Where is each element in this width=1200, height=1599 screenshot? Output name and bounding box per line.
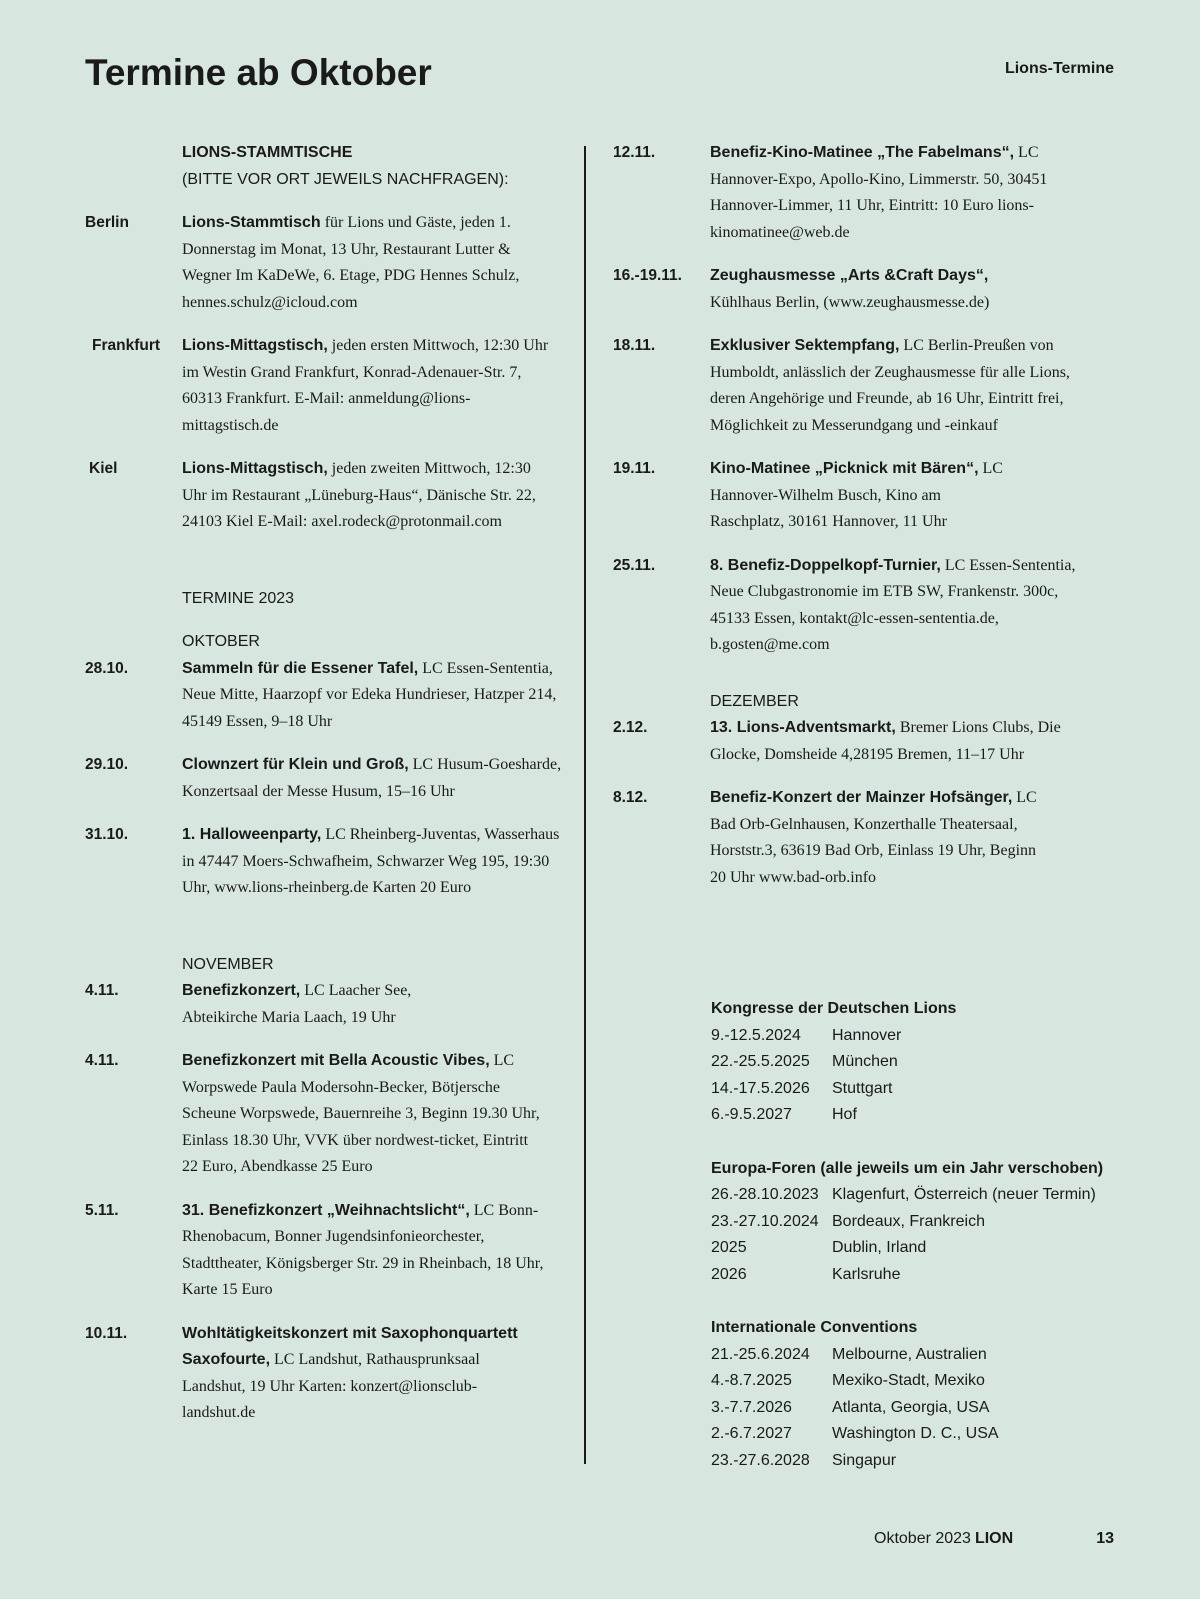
congress-place: Karlsruhe bbox=[832, 1265, 901, 1283]
event-title: Zeughausmesse „Arts &Craft Days“, bbox=[710, 267, 989, 284]
congress-row bbox=[711, 1182, 1151, 1209]
congress-place: Bordeaux, Frankreich bbox=[832, 1212, 985, 1230]
congress-date: 23.-27.10.2024 bbox=[711, 1212, 819, 1230]
congress-group-title: Internationale Conventions bbox=[711, 1319, 918, 1336]
congress-date: 14.-17.5.2026 bbox=[711, 1079, 810, 1097]
magazine-name: LION bbox=[974, 1530, 1014, 1547]
congress-row bbox=[711, 1448, 1151, 1475]
congress-date: 22.-25.5.2025 bbox=[711, 1053, 810, 1070]
entry-title: Lions-Stammtisch bbox=[182, 214, 321, 231]
event-title: Benefizkonzert, bbox=[182, 982, 301, 999]
event-title: Exklusiver Sektempfang, bbox=[710, 337, 900, 354]
footer-issue bbox=[874, 1530, 1013, 1548]
congress-group bbox=[711, 1156, 1151, 1289]
page-title: Termine ab Oktober bbox=[85, 52, 432, 93]
event-title: 31. Benefizkonzert „Weihnachtslicht“, bbox=[182, 1201, 470, 1219]
congress-date: 2026 bbox=[711, 1265, 747, 1283]
event-entry bbox=[85, 1198, 575, 1304]
congress-row bbox=[711, 1262, 1151, 1289]
congress-date: 2025 bbox=[711, 1239, 747, 1256]
event-date: 28.10. bbox=[85, 659, 129, 677]
entry-details: jeden ersten Mittwoch, 12:30 Uhr im Westin Grand Frankfurt, Konrad-Adenauer-Str. 7, 60313 Frankfurt. E-Mail: anmeldung@lions-mittagstisch.de bbox=[182, 337, 549, 434]
event-date: 29.10. bbox=[85, 756, 129, 773]
stammtische-subheading: (BITTE VOR ORT JEWEILS NACHFRAGEN): bbox=[182, 170, 509, 188]
event-entry bbox=[613, 263, 1133, 316]
event-entry bbox=[613, 333, 1133, 439]
event-entry bbox=[85, 1048, 575, 1181]
event-date: 2.12. bbox=[613, 719, 648, 736]
event-title: Sammeln für die Essener Tafel, bbox=[182, 659, 419, 677]
congress-row bbox=[711, 1049, 1151, 1076]
congress-date: 21.-25.6.2024 bbox=[711, 1345, 810, 1363]
event-title: Benefiz-Kino-Matinee „The Fabelmans“, bbox=[710, 144, 1015, 161]
event-details: LC Rheinberg-Juventas, Wasserhaus in 47447 Moers-Schwafheim, Schwarzer Weg 195, 19:30 Uhr, www.lions-rheinberg.de Karten 20 Euro bbox=[182, 826, 560, 896]
event-title: 13. Lions-Adventsmarkt, bbox=[710, 719, 896, 736]
event-title: Clownzert für Klein und Groß, bbox=[182, 756, 409, 773]
event-title: 1. Halloweenparty, bbox=[182, 826, 322, 843]
event-details: LC Bonn-Rhenobacum, Bonner Jugendsinfonieorchester, Stadttheater, Königsberger Str. 29 in Rheinbach, 18 Uhr, Karte 15 Euro bbox=[182, 1201, 544, 1298]
congress-place: Klagenfurt, Österreich (neuer Termin) bbox=[832, 1186, 1096, 1203]
entry-details: jeden zweiten Mittwoch, 12:30 Uhr im Restaurant „Lüneburg-Haus“, Dänische Str. 22, 24103 Kiel E-Mail: axel.rodeck@protonmail.com bbox=[182, 460, 536, 530]
congress-place: Hannover bbox=[832, 1026, 902, 1044]
event-title: 8. Benefiz-Doppelkopf-Turnier, bbox=[710, 556, 941, 574]
congress-row bbox=[711, 1342, 1151, 1369]
issue-date: Oktober 2023 bbox=[874, 1530, 971, 1547]
left-column bbox=[85, 140, 575, 1427]
congress-row bbox=[711, 1395, 1151, 1422]
congress-date: 4.-8.7.2025 bbox=[711, 1372, 792, 1389]
event-details: LC Bad Orb-Gelnhausen, Konzerthalle Theatersaal, Horststr.3, 63619 Bad Orb, Einlass 19 Uhr, Beginn 20 Uhr www.bad-orb.info bbox=[710, 789, 1037, 886]
congress-date: 6.-9.5.2027 bbox=[711, 1106, 792, 1123]
event-details: LC Landshut, Rathausprunksaal Landshut, 19 Uhr Karten: konzert@lionsclub-landshut.de bbox=[182, 1351, 480, 1421]
event-entry bbox=[613, 456, 1133, 536]
congress-place: Dublin, Irland bbox=[832, 1239, 927, 1256]
congress-place: Stuttgart bbox=[832, 1079, 893, 1097]
congress-group bbox=[711, 1315, 1151, 1474]
congress-place: Melbourne, Australien bbox=[832, 1345, 987, 1363]
congress-row bbox=[711, 1023, 1151, 1050]
congress-row bbox=[711, 1368, 1151, 1395]
congress-group-title: Kongresse der Deutschen Lions bbox=[711, 1000, 957, 1017]
entry-title: Lions-Mittagstisch, bbox=[182, 460, 328, 477]
section-label: Lions-Termine bbox=[1004, 60, 1114, 77]
event-details: LC Husum-Goesharde, Konzertsaal der Messe Husum, 15–16 Uhr bbox=[182, 756, 562, 800]
congress-place: Washington D. C., USA bbox=[832, 1425, 999, 1442]
event-details: LC Hannover-Wilhelm Busch, Kino am Raschplatz, 30161 Hannover, 11 Uhr bbox=[710, 460, 1003, 530]
event-date: 8.12. bbox=[613, 789, 648, 806]
right-column bbox=[613, 140, 1133, 891]
stammtische-heading: LIONS-STAMMTISCHE bbox=[182, 144, 353, 161]
congress-date: 2.-6.7.2027 bbox=[711, 1425, 792, 1442]
congress-date: 26.-28.10.2023 bbox=[711, 1186, 819, 1203]
event-entry bbox=[85, 752, 575, 805]
page-number: 13 bbox=[1096, 1530, 1114, 1547]
termine-heading: TERMINE 2023 bbox=[182, 589, 295, 607]
event-date: 19.11. bbox=[613, 460, 656, 477]
event-title: Benefiz-Konzert der Mainzer Hofsänger, bbox=[710, 789, 1013, 806]
event-title: Benefizkonzert mit Bella Acoustic Vibes, bbox=[182, 1052, 490, 1069]
event-details: LC Worpswede Paula Modersohn-Becker, Bötjersche Scheune Worpswede, Bauernreihe 3, Beginn 19.30 Uhr, Einlass 18.30 Uhr, VVK über nordwest-ticket, Eintritt 22 Euro, Abendkasse 25 Euro bbox=[182, 1052, 540, 1175]
stammtisch-entry bbox=[85, 456, 575, 536]
stammtisch-entry bbox=[85, 210, 575, 316]
congress-group-title: Europa-Foren (alle jeweils um ein Jahr verschoben) bbox=[711, 1159, 1104, 1177]
event-entry bbox=[613, 715, 1133, 768]
event-details: Bremer Lions Clubs, Die Glocke, Domsheide 4,28195 Bremen, 11–17 Uhr bbox=[710, 719, 1061, 763]
month-heading-dezember: DEZEMBER bbox=[710, 692, 799, 710]
event-details: LC Hannover-Expo, Apollo-Kino, Limmerstr. 50, 30451 Hannover-Limmer, 11 Uhr, Eintritt: 10 Euro lions-kinomatinee@web.de bbox=[710, 144, 1048, 241]
congress-row bbox=[711, 1235, 1151, 1262]
event-details: LC Berlin-Preußen von Humboldt, anlässlich der Zeughausmesse für alle Lions, deren Angehörige und Freunde, ab 16 Uhr, Eintritt frei, Möglichkeit zu Messerundgang und -einkauf bbox=[710, 337, 1070, 434]
event-details: LC Essen-Sententia, Neue Mitte, Haarzopf vor Edeka Hundrieser, Hatzper 214, 45149 Essen, 9–18 Uhr bbox=[182, 659, 557, 730]
congress-row bbox=[711, 1209, 1151, 1236]
congress-place: Atlanta, Georgia, USA bbox=[832, 1398, 990, 1416]
event-entry bbox=[613, 553, 1133, 659]
event-entry bbox=[85, 822, 575, 902]
event-title: Wohltätigkeitskonzert mit Saxophonquartett Saxofourte, bbox=[182, 1324, 518, 1368]
entry-title: Lions-Mittagstisch, bbox=[182, 337, 328, 354]
congress-date: 23.-27.6.2028 bbox=[711, 1451, 810, 1469]
event-date: 4.11. bbox=[85, 1052, 119, 1069]
event-details: LC Essen-Sententia, Neue Clubgastronomie im ETB SW, Frankenstr. 300c, 45133 Essen, kontakt@lc-essen-sententia.de, b.gosten@me.com bbox=[710, 556, 1076, 653]
event-entry bbox=[613, 140, 1133, 246]
congress-date: 9.-12.5.2024 bbox=[711, 1026, 801, 1044]
event-title: Kino-Matinee „Picknick mit Bären“, bbox=[710, 460, 979, 477]
congress-group bbox=[711, 996, 1151, 1129]
event-date: 4.11. bbox=[85, 982, 119, 999]
event-entry bbox=[85, 1321, 575, 1427]
entry-city: Berlin bbox=[85, 214, 129, 231]
column-divider bbox=[584, 146, 586, 1464]
congress-place: Hof bbox=[832, 1106, 857, 1123]
congress-row bbox=[711, 1421, 1151, 1448]
event-date: 10.11. bbox=[85, 1324, 128, 1342]
congress-place: Singapur bbox=[832, 1451, 897, 1469]
congress-place: München bbox=[832, 1053, 898, 1070]
stammtisch-entry bbox=[85, 333, 575, 439]
event-details: LC Laacher See, Abteikirche Maria Laach, 19 Uhr bbox=[182, 982, 412, 1026]
congress-row bbox=[711, 1076, 1151, 1103]
congress-row bbox=[711, 1102, 1151, 1129]
entry-city: Kiel bbox=[89, 460, 118, 477]
event-date: 25.11. bbox=[613, 556, 656, 574]
congress-date: 3.-7.7.2026 bbox=[711, 1398, 792, 1416]
entry-city: Frankfurt bbox=[92, 337, 161, 354]
event-date: 16.-19.11. bbox=[613, 267, 682, 284]
event-entry bbox=[85, 978, 575, 1031]
event-entry bbox=[85, 656, 575, 736]
event-date: 5.11. bbox=[85, 1201, 119, 1219]
event-date: 12.11. bbox=[613, 144, 656, 161]
event-date: 31.10. bbox=[85, 826, 129, 843]
event-entry bbox=[613, 785, 1133, 891]
entry-details: für Lions und Gäste, jeden 1. Donnerstag im Monat, 13 Uhr, Restaurant Lutter & Wegner Im KaDeWe, 6. Etage, PDG Hennes Schulz, hennes.schulz@icloud.com bbox=[182, 214, 520, 311]
congress-place: Mexiko-Stadt, Mexiko bbox=[832, 1372, 985, 1389]
month-heading-oktober: OKTOBER bbox=[182, 633, 260, 650]
event-details: Kühlhaus Berlin, (www.zeughausmesse.de) bbox=[710, 293, 990, 311]
event-date: 18.11. bbox=[613, 337, 656, 354]
month-heading-november: NOVEMBER bbox=[182, 955, 274, 973]
congress-lists bbox=[711, 996, 1151, 1501]
